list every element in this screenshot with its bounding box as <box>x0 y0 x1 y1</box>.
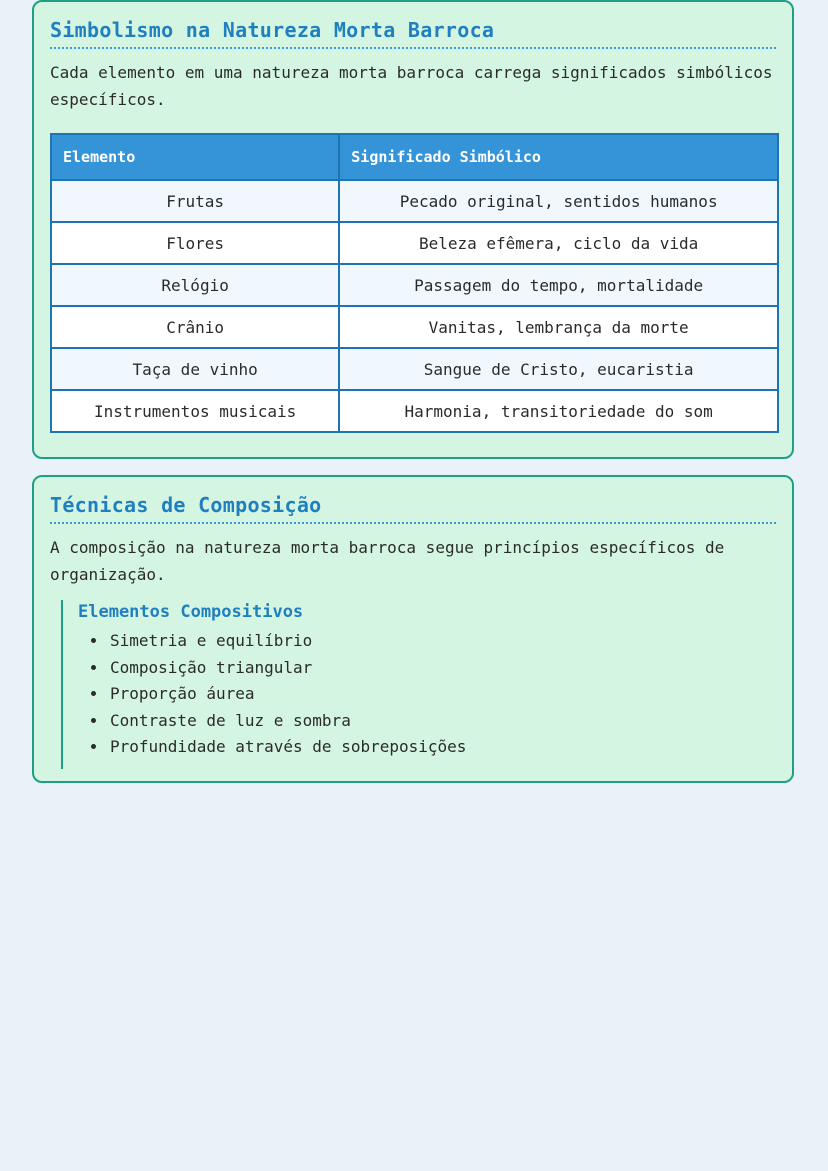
table-row <box>51 264 778 306</box>
symbolism-table <box>50 133 779 433</box>
table-header-row <box>51 134 778 180</box>
composition-intro: A composição na natureza morta barroca segue princípios específicos de organização. <box>50 538 725 584</box>
column-header-meaning: Significado Simbólico <box>339 134 778 180</box>
table-row <box>51 390 778 432</box>
list-item: • Proporção áurea <box>108 681 776 708</box>
cell-element: Relógio <box>51 264 339 306</box>
column-header-element: Elemento <box>51 134 339 180</box>
cell-element: Frutas <box>51 180 339 222</box>
symbolism-title: Simbolismo na Natureza Morta Barroca <box>50 18 776 49</box>
table-row <box>51 222 778 264</box>
symbolism-intro: Cada elemento em uma natureza morta barroca carrega significados simbólicos específicos. <box>50 63 773 109</box>
cell-meaning: Beleza efêmera, ciclo da vida <box>339 222 778 264</box>
list-item: • Profundidade através de sobreposições <box>108 734 776 761</box>
list-item: • Composição triangular <box>108 655 776 682</box>
composition-title: Técnicas de Composição <box>50 493 776 524</box>
list-item: • Simetria e equilíbrio <box>108 628 776 655</box>
composition-card <box>32 475 794 783</box>
composition-subsection <box>61 600 776 769</box>
table-row <box>51 306 778 348</box>
cell-meaning: Pecado original, sentidos humanos <box>339 180 778 222</box>
composition-subtitle: Elementos Compositivos <box>78 602 304 622</box>
cell-meaning: Vanitas, lembrança da morte <box>339 306 778 348</box>
cell-element: Taça de vinho <box>51 348 339 390</box>
table-row <box>51 348 778 390</box>
cell-element: Crânio <box>51 306 339 348</box>
cell-element: Instrumentos musicais <box>51 390 339 432</box>
cell-meaning: Sangue de Cristo, eucaristia <box>339 348 778 390</box>
table-row <box>51 180 778 222</box>
cell-meaning: Harmonia, transitoriedade do som <box>339 390 778 432</box>
cell-meaning: Passagem do tempo, mortalidade <box>339 264 778 306</box>
list-item: • Contraste de luz e sombra <box>108 708 776 735</box>
composition-list <box>78 628 776 761</box>
cell-element: Flores <box>51 222 339 264</box>
symbolism-card <box>32 0 794 459</box>
